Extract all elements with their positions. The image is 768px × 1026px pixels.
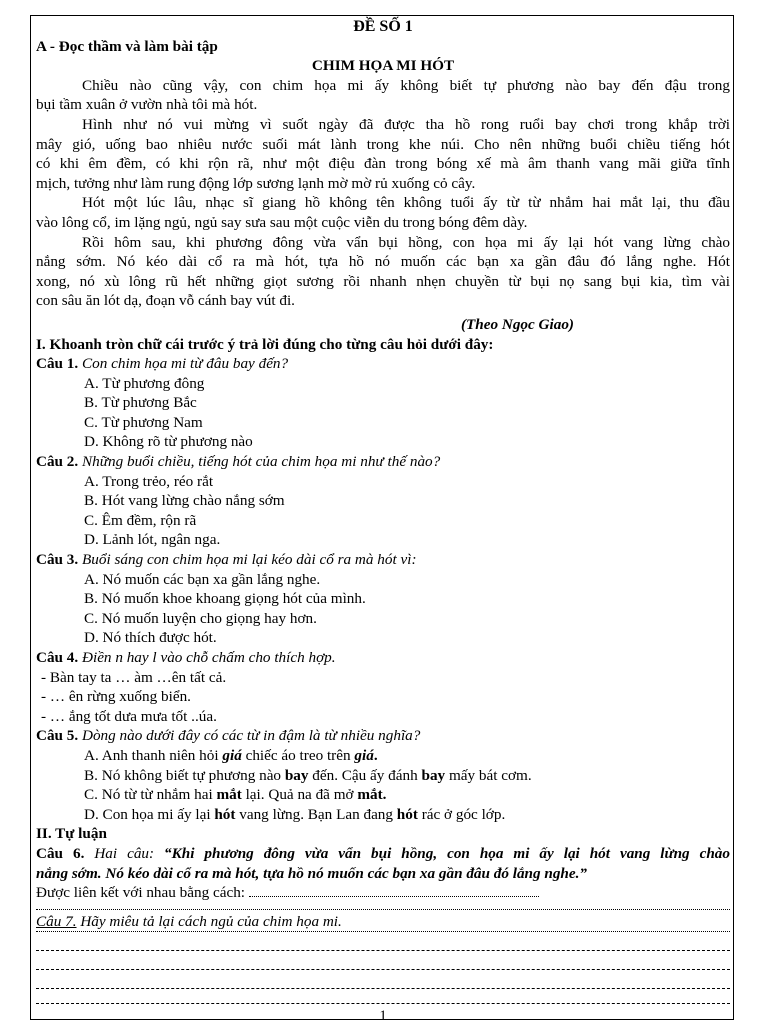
answer-line[interactable] xyxy=(36,970,730,989)
question-text: Con chim họa mi từ đâu bay đến? xyxy=(82,355,289,373)
story-line-3: Hình như nó vui mừng vì suốt ngày đã được tha hồ rong ruổi bay chơi trong khắp trời xyxy=(82,115,730,133)
bold-word: bay xyxy=(421,766,446,784)
question-label: Câu 4. xyxy=(36,649,79,666)
story-source: (Theo Ngọc Giao) xyxy=(460,315,574,333)
question-label: Câu 5. xyxy=(36,727,79,745)
exam-title: ĐỀ SỐ 1 xyxy=(353,18,413,35)
q1-option-b[interactable]: B. Từ phương Bắc xyxy=(84,394,197,412)
question-label: Câu 3. xyxy=(36,551,79,569)
question-6-quote-line-2: nắng sớm. Nó kéo dài cổ ra mà hót, tựa hồ nó muốn các bạn xa gần đâu đó lắng nghe.” xyxy=(36,864,588,882)
exam-page xyxy=(36,17,730,1026)
question-6 xyxy=(36,844,730,864)
q2-option-c[interactable]: C. Êm đềm, rộn rã xyxy=(84,511,197,529)
q2-option-b[interactable]: B. Hót vang lừng chào nắng sớm xyxy=(84,492,285,510)
question-text: Buổi sáng con chim họa mi lại kéo dài cổ ra mà hót vì: xyxy=(82,551,417,569)
q2-option-d[interactable]: D. Lảnh lót, ngân nga. xyxy=(84,531,221,549)
story-title: CHIM HỌA MI HÓT xyxy=(311,57,455,75)
question-intro: Hai câu: xyxy=(94,844,155,862)
story-line-11: xong, nó xù lông rũ hết những giọt sương rồi nhanh nhẹn chuyền từ bụi nọ sang bụi kia, tìm vài xyxy=(36,272,730,290)
question-text: Hãy miêu tả lại cách ngủ của chim họa mi. xyxy=(80,912,342,930)
story-line-5: có khi êm đềm, có khi rộn rã, như một điệu đàn trong bóng xế mà âm thanh vang mãi giữa tĩnh xyxy=(36,155,730,173)
q5-option-a[interactable]: A. Anh thanh niên hỏi giá chiếc áo treo trên giá. xyxy=(84,746,378,764)
q2-option-a[interactable]: A. Trong trẻo, réo rắt xyxy=(84,472,214,490)
q4-fill-item-2[interactable]: - … ên rừng xuống biển. xyxy=(41,688,191,706)
q5-option-d[interactable]: D. Con họa mi ấy lại hót vang lừng. Bạn Lan đang hót rác ở góc lớp. xyxy=(84,805,506,823)
story-line-7: Hót một lúc lâu, nhạc sĩ giang hồ không tên không tuổi ấy từ từ nhắm hai mắt lại, thu đầu xyxy=(82,194,730,212)
page-number: 1 xyxy=(379,1008,387,1025)
q3-option-c[interactable]: C. Nó muốn luyện cho giọng hay hơn. xyxy=(84,609,317,627)
question-text: Dòng nào dưới đây có các từ in đậm là từ nhiều nghĩa? xyxy=(82,727,421,745)
question-label: Câu 2. xyxy=(36,453,79,471)
bold-word: bay xyxy=(284,766,309,784)
section-a-heading: A - Đọc thầm và làm bài tập xyxy=(36,37,218,55)
question-7 xyxy=(36,912,730,933)
bold-word: mắt xyxy=(357,786,383,804)
story-line-1: Chiều nào cũng vậy, con chim họa mi ấy không biết tự phương nào bay đến đậu trong xyxy=(82,76,730,94)
q3-option-b[interactable]: B. Nó muốn khoe khoang giọng hót của mình. xyxy=(84,590,366,608)
q5-option-b[interactable]: B. Nó không biết tự phương nào bay đến. Cậu ấy đánh bay mấy bát cơm. xyxy=(84,766,532,784)
answer-line[interactable] xyxy=(36,932,730,951)
bold-word: hót xyxy=(214,805,236,823)
answer-line[interactable] xyxy=(249,884,539,897)
question-6-prompt: Được liên kết với nhau bằng cách: xyxy=(36,883,730,903)
answer-line[interactable] xyxy=(36,989,730,1004)
q3-option-a[interactable]: A. Nó muốn các bạn xa gần lắng nghe. xyxy=(84,570,321,588)
story-line-8: vào lông cổ, im lặng ngủ, ngủ say sưa sau một cuộc viễn du trong bóng đêm dày. xyxy=(36,213,528,231)
q1-option-a[interactable]: A. Từ phương đông xyxy=(84,374,205,392)
q4-fill-item-3[interactable]: - … ắng tốt dưa mưa tốt ..úa. xyxy=(41,707,217,725)
question-text: Điền n hay l vào chỗ chấm cho thích hợp. xyxy=(82,649,336,666)
story-line-10: nắng sớm. Nó kéo dài cổ ra mà hót, tựa hồ nó muốn các bạn xa gần đâu đó lắng nghe. Hót xyxy=(36,253,730,271)
question-4 xyxy=(36,648,730,668)
question-1 xyxy=(36,354,730,374)
story-line-9: Rồi hôm sau, khi phương đông vừa vẩn bụi hồng, con họa mi ấy lại hót vang lừng chào xyxy=(82,233,730,251)
question-label: Câu 6. xyxy=(36,844,85,862)
question-quote: “Khi phương đông vừa vẩn bụi hồng, con họa mi ấy lại hót vang lừng chào xyxy=(164,844,730,862)
story-line-4: mây gió, uống bao nhiêu nước suối mát lành trong khe núi. Cho nên những buổi chiều tiếng hót xyxy=(36,135,730,153)
bold-word: hót xyxy=(396,805,418,823)
q5-option-c[interactable]: C. Nó từ từ nhắm hai mắt lại. Quả na đã mở mắt. xyxy=(84,786,387,804)
part1-heading: I. Khoanh tròn chữ cái trước ý trả lời đúng cho từng câu hỏi dưới đây: xyxy=(36,335,494,353)
bold-word: mắt xyxy=(216,786,242,804)
q1-option-d[interactable]: D. Không rõ từ phương nào xyxy=(84,433,253,451)
question-label: Câu 1. xyxy=(36,355,79,373)
story-line-6: mịch, tưởng như làm rung động lớp sương lạnh mờ mờ rủ xuống cỏ cây. xyxy=(36,174,476,192)
q4-fill-item-1[interactable]: - Bàn tay ta … àm …ên tất cả. xyxy=(41,668,227,686)
bold-word: giá xyxy=(222,746,242,764)
q3-option-d[interactable]: D. Nó thích được hót. xyxy=(84,629,217,647)
bold-word: giá xyxy=(354,746,374,764)
question-text: Những buổi chiều, tiếng hót của chim họa mi như thế nào? xyxy=(82,453,441,471)
question-5 xyxy=(36,726,730,746)
q1-option-c[interactable]: C. Từ phương Nam xyxy=(84,413,203,431)
story-line-12: con sâu ăn lót dạ, đoạn vỗ cánh bay vút đi. xyxy=(36,292,295,310)
question-2 xyxy=(36,452,730,472)
question-label: Câu 7. xyxy=(36,912,77,930)
part2-heading: II. Tự luận xyxy=(36,825,107,843)
answer-line[interactable] xyxy=(36,951,730,970)
answer-line[interactable] xyxy=(36,903,730,910)
question-3 xyxy=(36,550,730,570)
story-line-2: bụi tầm xuân ở vườn nhà tôi mà hót. xyxy=(36,96,258,114)
